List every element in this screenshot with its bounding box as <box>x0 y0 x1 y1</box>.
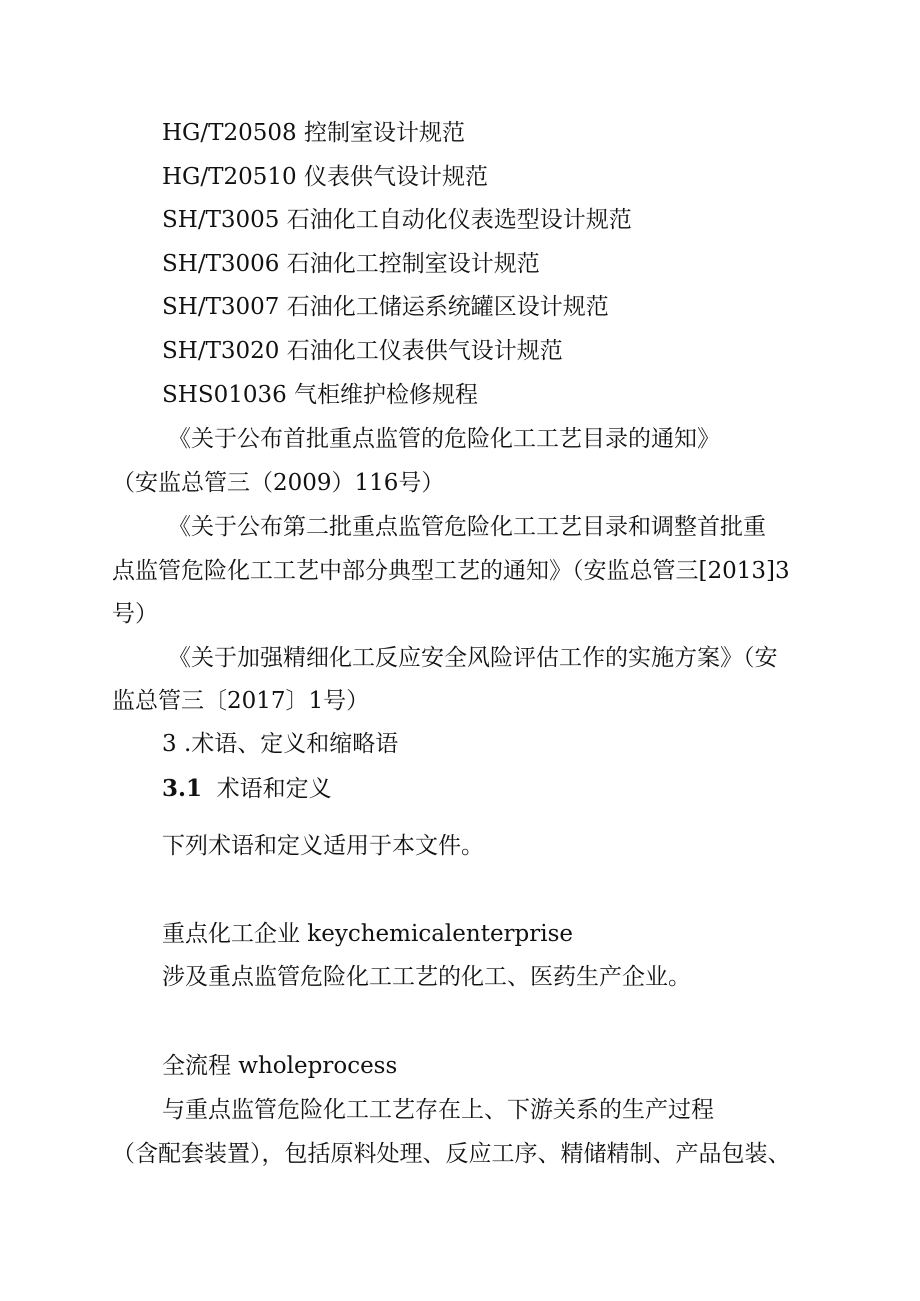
standard-item: SH/T3020 石油化工仪表供气设计规范 <box>162 338 563 364</box>
notice-line: 点监管危险化工工艺中部分典型工艺的通知》（安监总管三[2013]3 <box>112 558 790 584</box>
standard-item: SHS01036 气柜维护检修规程 <box>162 382 479 408</box>
notice-line: 监总管三〔2017〕1号） <box>112 688 370 714</box>
notice-line: 号） <box>112 601 158 627</box>
standard-item: SH/T3005 石油化工自动化仪表选型设计规范 <box>162 207 632 233</box>
notice-line: 《关于公布首批重点监管的危险化工工艺目录的通知》 <box>168 426 720 452</box>
intro-text: 下列术语和定义适用于本文件。 <box>162 833 484 859</box>
subsection-number: 3.1 <box>162 775 203 802</box>
term-definition: （含配套装置），包括原料处理、反应工序、精储精制、产品包装、 <box>112 1141 791 1167</box>
term-definition: 涉及重点监管危险化工工艺的化工、医药生产企业。 <box>162 964 691 990</box>
section-heading: 3 .术语、定义和缩略语 <box>162 731 399 757</box>
term-title: 重点化工企业 keychemicalenterprise <box>162 921 574 947</box>
subsection-heading <box>162 774 332 804</box>
standard-item: SH/T3006 石油化工控制室设计规范 <box>162 251 540 277</box>
standard-item: HG/T20508 控制室设计规范 <box>162 120 465 146</box>
standard-item: SH/T3007 石油化工储运系统罐区设计规范 <box>162 294 609 320</box>
notice-line: 《关于加强精细化工反应安全风险评估工作的实施方案》（安 <box>168 645 778 671</box>
subsection-title: 术语和定义 <box>216 776 332 802</box>
notice-line: （安监总管三（2009）116号） <box>112 470 445 496</box>
term-definition: 与重点监管危险化工工艺存在上、下游关系的生产过程 <box>162 1097 714 1123</box>
standard-item: HG/T20510 仪表供气设计规范 <box>162 164 488 190</box>
notice-line: 《关于公布第二批重点监管危险化工工艺目录和调整首批重 <box>168 514 766 540</box>
term-title: 全流程 wholeprocess <box>162 1053 398 1079</box>
